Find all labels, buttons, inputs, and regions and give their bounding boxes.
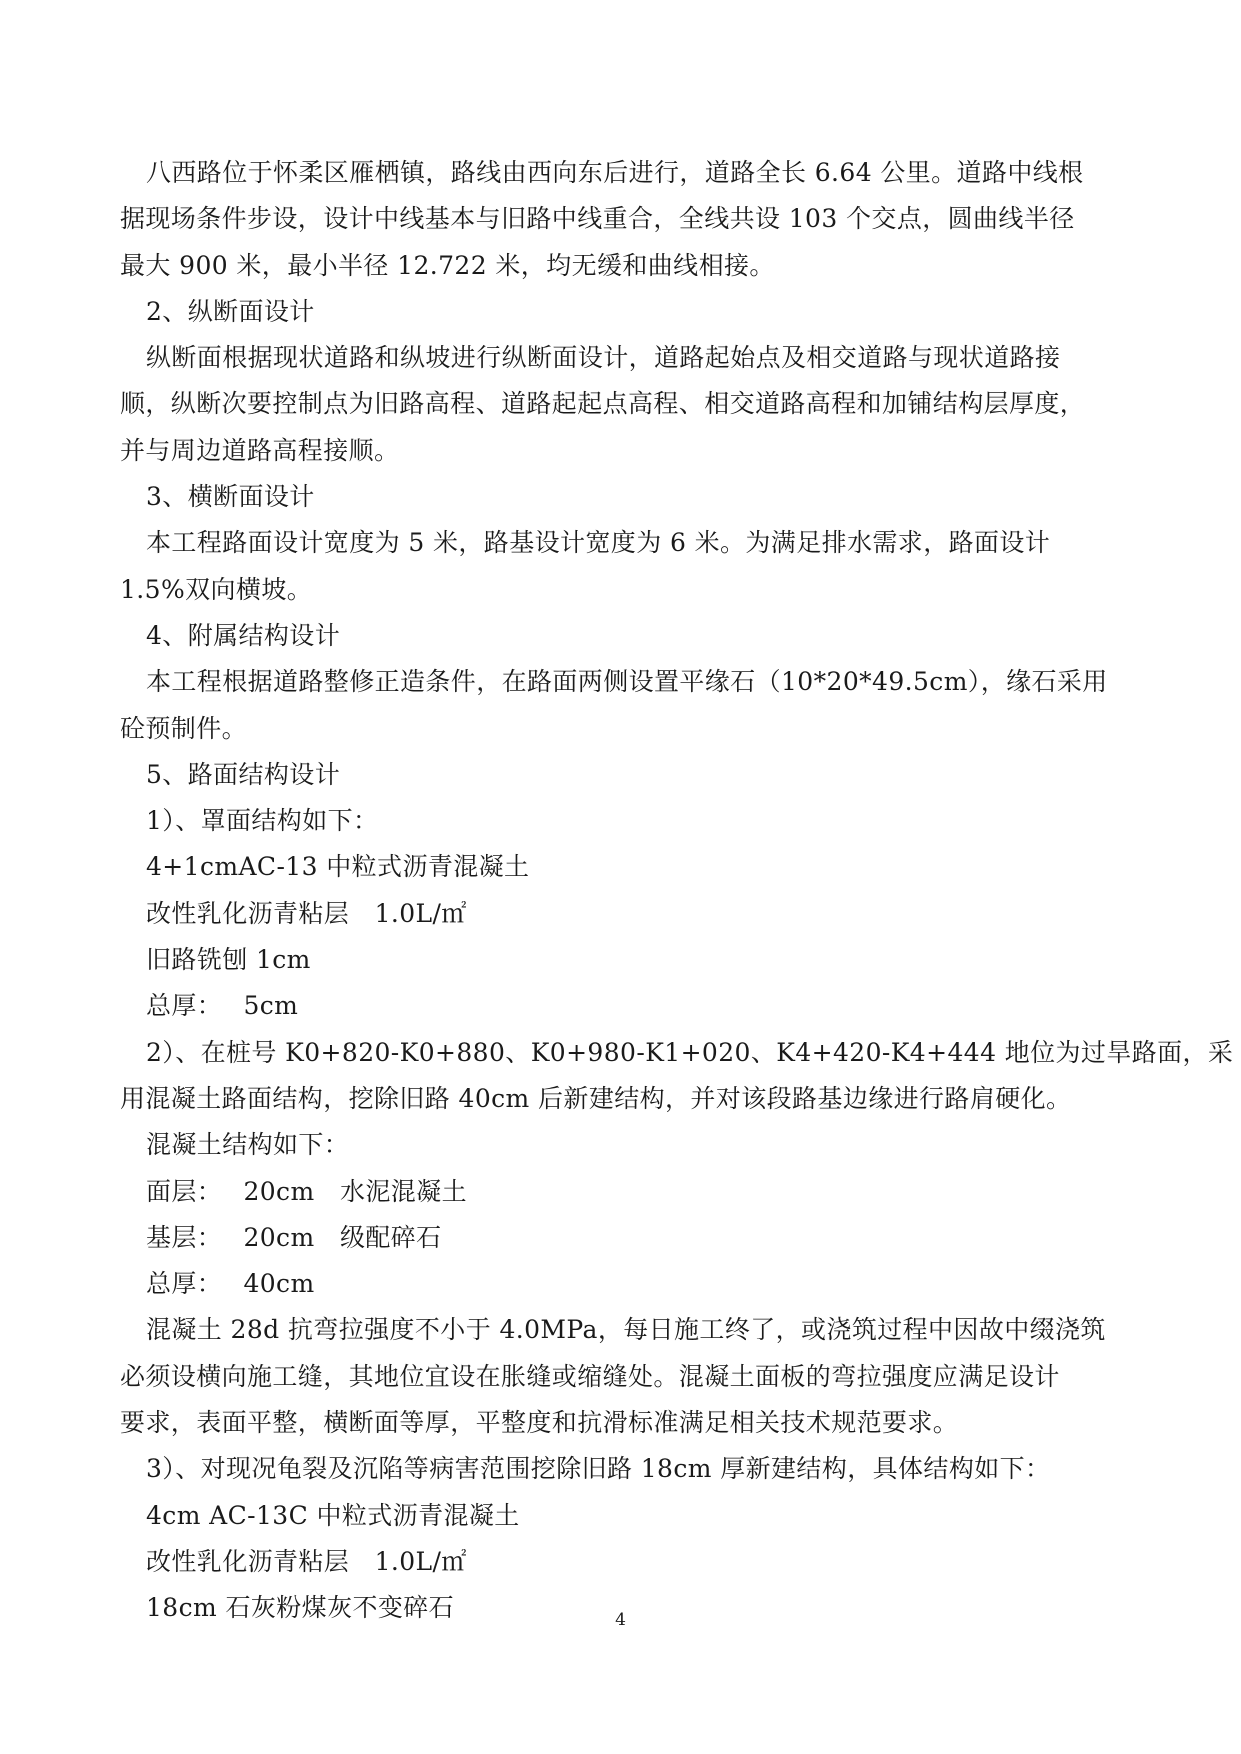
- structure-layer-line: 改性乳化沥青粘层 1.0L/㎡: [146, 898, 467, 928]
- paragraph-line: 2）、在桩号 K0+820-K0+880、K0+980-K1+020、K4+420-K4+444 地位为过旱路面，采: [146, 1037, 1234, 1067]
- paragraph-line: 本工程路面设计宽度为 5 米，路基设计宽度为 6 米。为满足排水需求，路面设计: [146, 528, 1051, 558]
- paragraph-line: 本工程根据道路整修正造条件，在路面两侧设置平缘石（10*20*49.5cm），缘石采用: [146, 667, 1108, 697]
- section-heading: 4、附属结构设计: [146, 620, 341, 650]
- paragraph-line: 最大 900 米，最小半径 12.722 米，均无缓和曲线相接。: [120, 250, 775, 280]
- page-number: 4: [615, 1610, 626, 1630]
- structure-layer-line: 面层： 20cm 水泥混凝土: [146, 1176, 467, 1206]
- document-body: [120, 150, 1234, 1632]
- section-heading: 5、路面结构设计: [146, 759, 341, 789]
- paragraph-line: 必须设横向施工缝，其地位宜设在胀缝或缩缝处。混凝土面板的弯拉强度应满足设计: [120, 1361, 1060, 1391]
- section-heading: 2、纵断面设计: [146, 296, 315, 326]
- subsection-heading: 混凝土结构如下：: [146, 1130, 350, 1160]
- structure-layer-line: 18cm 石灰粉煤灰不变碎石: [146, 1593, 455, 1623]
- paragraph-line: 据现场条件步设，设计中线基本与旧路中线重合，全线共设 103 个交点，圆曲线半径: [120, 204, 1075, 234]
- paragraph-line: 八西路位于怀柔区雁栖镇，路线由西向东后进行，道路全长 6.64 公里。道路中线根: [146, 158, 1084, 187]
- structure-layer-line: 改性乳化沥青粘层 1.0L/㎡: [146, 1546, 467, 1576]
- structure-layer-line: 旧路铣刨 1cm: [146, 945, 311, 975]
- section-heading: 3、横断面设计: [146, 482, 315, 512]
- paragraph-line: 并与周边道路高程接顺。: [120, 435, 400, 465]
- paragraph-line: 3）、对现况龟裂及沉陷等病害范围挖除旧路 18cm 厚新建结构，具体结构如下：: [146, 1454, 1051, 1484]
- paragraph-line: 混凝土 28d 抗弯拉强度不小于 4.0MPa，每日施工终了，或浇筑过程中因故中缀浇筑: [146, 1315, 1106, 1345]
- structure-layer-line: 4cm AC-13C 中粒式沥青混凝土: [146, 1500, 520, 1530]
- paragraph-line: 顺，纵断次要控制点为旧路高程、道路起起点高程、相交道路高程和加铺结构层厚度，: [120, 389, 1086, 419]
- structure-total-line: 总厚： 5cm: [146, 991, 299, 1021]
- paragraph-line: 1.5%双向横坡。: [120, 574, 313, 604]
- structure-total-line: 总厚： 40cm: [146, 1269, 315, 1299]
- paragraph-line: 要求，表面平整，横断面等厚，平整度和抗滑标准满足相关技术规范要求。: [120, 1408, 959, 1438]
- paragraph-line: 纵断面根据现状道路和纵坡进行纵断面设计，道路起始点及相交道路与现状道路接: [146, 343, 1061, 373]
- subsection-heading: 1）、罩面结构如下：: [146, 806, 379, 836]
- structure-layer-line: 基层： 20cm 级配碎石: [146, 1222, 442, 1252]
- paragraph-line: 砼预制件。: [120, 713, 248, 743]
- structure-layer-line: 4+1cmAC-13 中粒式沥青混凝土: [146, 852, 530, 882]
- paragraph-line: 用混凝土路面结构，挖除旧路 40cm 后新建结构，并对该段路基边缘进行路肩硬化。: [120, 1083, 1072, 1113]
